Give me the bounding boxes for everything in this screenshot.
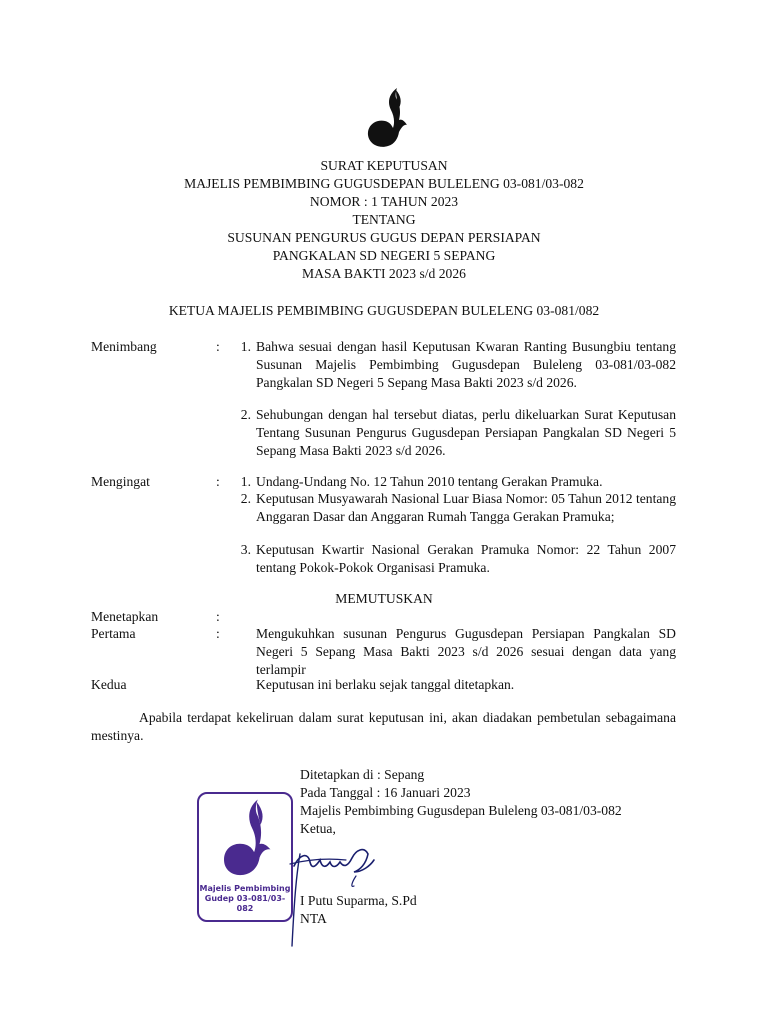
sign-role: Ketua, — [300, 821, 336, 836]
menetapkan-colon: : — [216, 609, 220, 624]
menimbang-item-1-text: Bahwa sesuai dengan hasil Keputusan Kwaran Ranting Busungbiu tentang Susunan Majelis Pembimbing Gugusdepan Buleleng 03-081/03-082 Pangkalan SD Negeri 5 Sepang Masa Bakti 2023 s/d 2026. — [256, 339, 676, 390]
pertama-colon: : — [216, 626, 220, 641]
menimbang-item-2-number: 2. — [240, 407, 251, 422]
sign-date: Pada Tanggal : 16 Januari 2023 — [300, 785, 471, 800]
header-line-4: TENTANG — [352, 212, 416, 227]
pertama-text: Mengukuhkan susunan Pengurus Gugusdepan Persiapan Pangkalan SD Negeri 5 Sepang Masa Bakti 2023 s/d 2026 sesuai dengan data yang terlampir — [256, 626, 676, 677]
mengingat-item-2-text: Keputusan Musyawarah Nasional Luar Biasa Nomor: 05 Tahun 2012 tentang Anggaran Dasar dan Anggaran Rumah Tangga Gerakan Pramuka; — [256, 491, 676, 524]
header-line-6: PANGKALAN SD NEGERI 5 SEPANG — [272, 248, 496, 263]
header-line-5: SUSUNAN PENGURUS GUGUS DEPAN PERSIAPAN — [227, 230, 541, 245]
signer-nta: NTA — [300, 911, 327, 926]
menimbang-label: Menimbang — [91, 339, 157, 354]
tunas-kelapa-logo-icon — [363, 86, 409, 152]
kedua-text: Keputusan ini berlaku sejak tanggal ditetapkan. — [256, 677, 515, 692]
sign-organization: Majelis Pembimbing Gugusdepan Buleleng 03-081/03-082 — [300, 803, 622, 818]
stamp-line-1: Majelis Pembimbing — [199, 884, 291, 893]
signature-block — [300, 766, 680, 928]
ketua-heading: KETUA MAJELIS PEMBIMBING GUGUSDEPAN BULELENG 03-081/082 — [168, 303, 600, 318]
header-line-3: NOMOR : 1 TAHUN 2023 — [309, 194, 459, 209]
organization-stamp — [197, 792, 293, 922]
closing-paragraph: Apabila terdapat kekeliruan dalam surat keputusan ini, akan diadakan pembetulan sebagaimana mestinya. — [91, 710, 676, 743]
signer-name: I Putu Suparma, S.Pd — [300, 893, 417, 908]
mengingat-item-2-number: 2. — [240, 491, 251, 506]
header-line-7: MASA BAKTI 2023 s/d 2026 — [302, 266, 466, 281]
menimbang-item-1-number: 1. — [240, 339, 251, 354]
sign-place: Ditetapkan di : Sepang — [300, 767, 425, 782]
stamp-logo-icon — [199, 794, 291, 894]
header-line-1: SURAT KEPUTUSAN — [320, 158, 448, 173]
stamp-text — [199, 884, 291, 914]
menimbang-item-2-text: Sehubungan dengan hal tersebut diatas, perlu dikeluarkan Surat Keputusan Tentang Susunan Pengurus Gugusdepan Persiapan Pangkalan SD Negeri 5 Sepang Masa Bakti 2023 s/d 2026. — [256, 407, 676, 458]
mengingat-item-3-number: 3. — [240, 542, 251, 557]
header-line-2: MAJELIS PEMBIMBING GUGUSDEPAN BULELENG 03-081/03-082 — [184, 176, 584, 191]
pertama-label: Pertama — [91, 626, 136, 641]
menimbang-colon: : — [216, 339, 220, 354]
mengingat-colon: : — [216, 474, 220, 489]
mengingat-item-1-text: Undang-Undang No. 12 Tahun 2010 tentang Gerakan Pramuka. — [256, 474, 603, 489]
kedua-label: Kedua — [91, 677, 127, 692]
mengingat-item-3-text: Keputusan Kwartir Nasional Gerakan Pramuka Nomor: 22 Tahun 2007 tentang Pokok-Pokok Organisasi Pramuka. — [256, 542, 676, 575]
mengingat-item-1-number: 1. — [240, 474, 251, 489]
mengingat-label: Mengingat — [91, 474, 150, 489]
memutuskan-heading: MEMUTUSKAN — [335, 591, 433, 606]
menetapkan-label: Menetapkan — [91, 609, 159, 624]
document-header — [0, 157, 768, 283]
stamp-line-2: Gudep 03-081/03-082 — [204, 894, 286, 913]
